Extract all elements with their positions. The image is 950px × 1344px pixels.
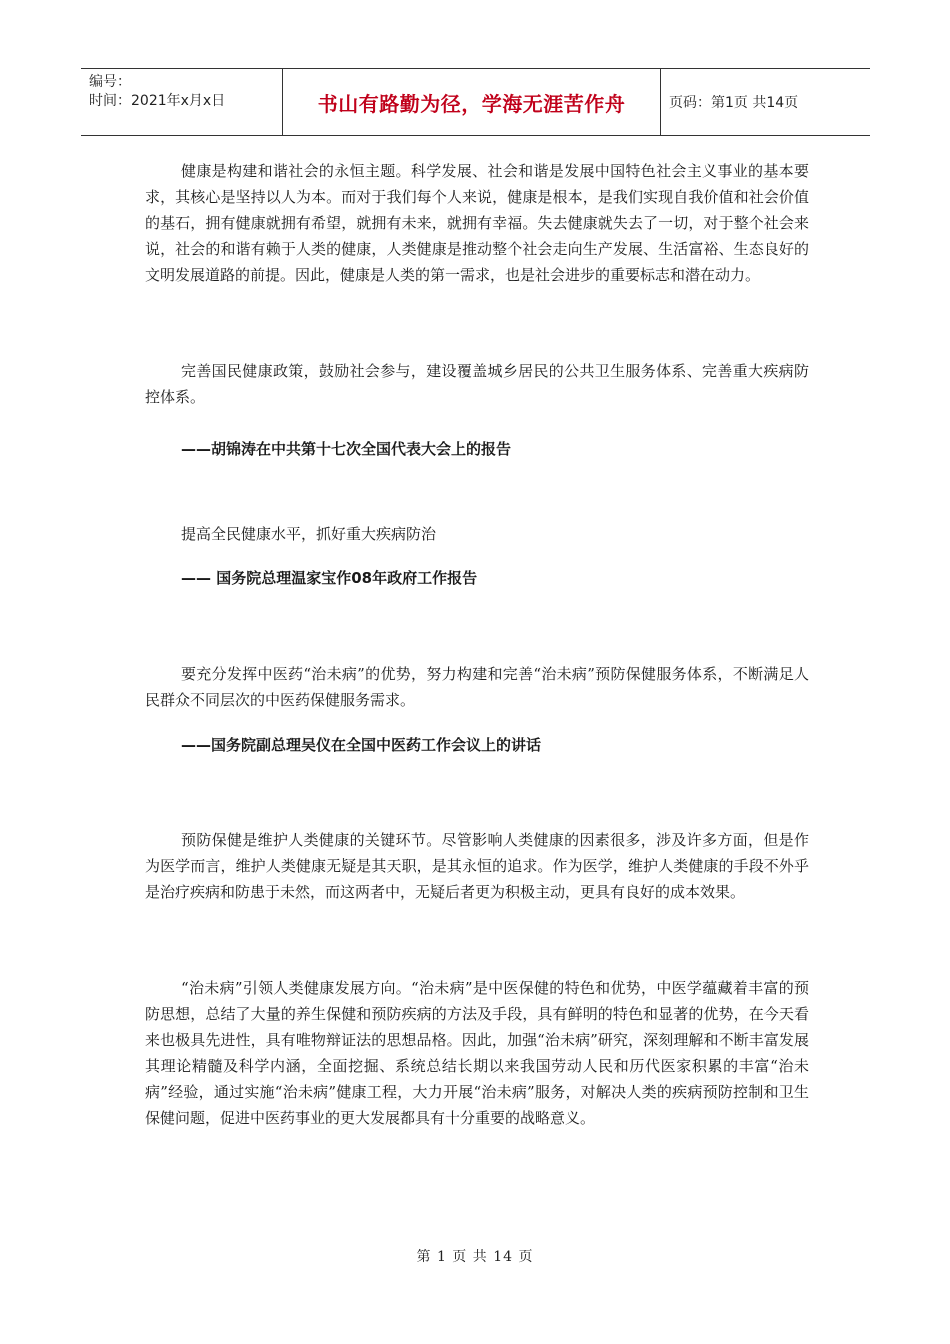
paragraph-prevention: 预防保健是维护人类健康的关键环节。尽管影响人类健康的因素很多，涉及许多方面，但是作为医学而言，维护人类健康无疑是其天职，是其永恒的追求。作为医学，维护人类健康的手段不外乎是治疗疾病和防患于未然，而这两者中，无疑后者更为积极主动，更具有良好的成本效果。 <box>145 831 809 901</box>
page-header <box>81 68 870 136</box>
header-meta <box>81 69 283 135</box>
quote-attribution-hu: ——胡锦涛在中共第十七次全国代表大会上的报告 <box>181 440 512 458</box>
paragraph-wen-quote: 提高全民健康水平，抓好重大疾病防治 <box>181 525 437 543</box>
paragraph-policy-quote: 完善国民健康政策，鼓励社会参与，建设覆盖城乡居民的公共卫生服务体系、完善重大疾病防控体系。 <box>145 362 809 406</box>
paragraph-zhiweibing: “治未病”引领人类健康发展方向。“治未病”是中医保健的特色和优势，中医学蕴藏着丰富的预防思想，总结了大量的养生保健和预防疾病的方法及手段，具有鲜明的特色和显著的优势，在今天看来也极具先进性，具有唯物辩证法的思想品格。因此，加强“治未病”研究，深刻理解和不断丰富发展其理论精髓及科学内涵，全面挖掘、系统总结长期以来我国劳动人民和历代医家积累的丰富“治未病”经验，通过实施“治未病”健康工程，大力开展“治未病”服务，对解决人类的疾病预防控制和卫生保健问题，促进中医药事业的更大发展都具有十分重要的战略意义。 <box>145 979 809 1127</box>
paragraph-health-theme: 健康是构建和谐社会的永恒主题。科学发展、社会和谐是发展中国特色社会主义事业的基本要求，其核心是坚持以人为本。而对于我们每个人来说，健康是根本，是我们实现自我价值和社会价值的基石，拥有健康就拥有希望，就拥有未来，就拥有幸福。失去健康就失去了一切，对于整个社会来说，社会的和谐有赖于人类的健康，人类健康是推动整个社会走向生产发展、生活富裕、生态良好的文明发展道路的前提。因此，健康是人类的第一需求，也是社会进步的重要标志和潜在动力。 <box>145 162 809 284</box>
document-body <box>145 158 809 1131</box>
paragraph-tcm-quote: 要充分发挥中医药“治未病”的优势，努力构建和完善“治未病”预防保健服务体系，不断满足人民群众不同层次的中医药保健服务需求。 <box>145 665 809 709</box>
quote-attribution-wu: ——国务院副总理吴仪在全国中医药工作会议上的讲话 <box>181 736 542 754</box>
header-motto: 书山有路勤为径，学海无涯苦作舟 <box>283 69 661 135</box>
header-page-info: 页码：第1页 共14页 <box>669 95 799 111</box>
number-label: 编号： <box>89 74 131 90</box>
quote-attribution-wen: —— 国务院总理温家宝作08年政府工作报告 <box>181 569 478 587</box>
page-footer: 第 1 页 共 14 页 <box>416 1249 534 1265</box>
time-label: 时间：2021年x月x日 <box>89 93 226 109</box>
